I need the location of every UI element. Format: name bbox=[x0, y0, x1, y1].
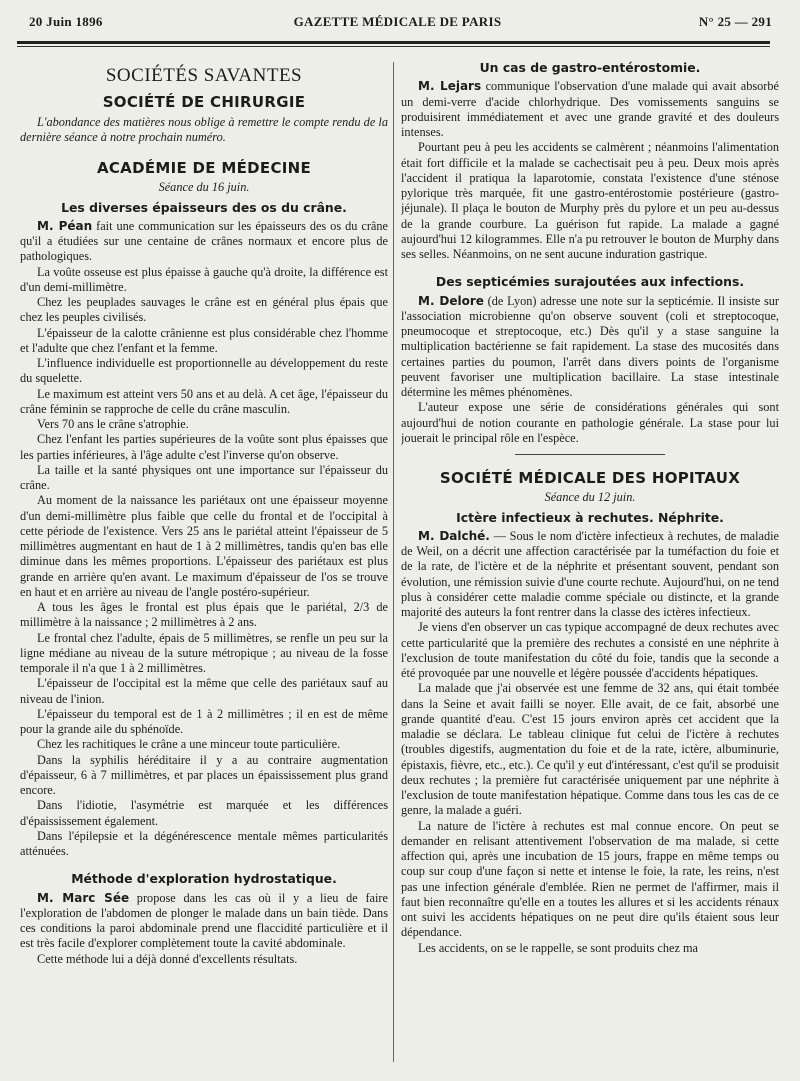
article-title-crane: Les diverses épaisseurs des os du crâne. bbox=[61, 199, 347, 215]
left-column bbox=[20, 56, 388, 1081]
issue-date: 20 Juin 1896 bbox=[29, 14, 103, 29]
academie-seance: Séance du 16 juin. bbox=[158, 180, 250, 195]
author-name: M. Delore bbox=[418, 293, 484, 308]
paragraph: A tous les âges le frontal est plus épais que le pariétal, 2/3 de millimètre à la naissance ; 2 millimètres à 2 ans. bbox=[20, 600, 388, 630]
author-name: M. Marc Sée bbox=[37, 890, 130, 905]
header-rule-thin bbox=[17, 46, 770, 47]
paragraph: Dans l'épilepsie et la dégénérescence mentale mêmes particularités atténuées. bbox=[20, 828, 388, 858]
paragraph: Dans la syphilis héréditaire il y a au contraire augmentation d'épaisseur, 6 à 7 millimètres, et par places un épaississement plus grand encore. bbox=[20, 752, 388, 797]
paragraph: Le maximum est atteint vers 50 ans et au delà. A cet âge, l'épaisseur du crâne féminin se rapproche de celle du crâne masculin. bbox=[20, 386, 388, 416]
article-title-septicemies: Des septicémies surajoutées aux infections. bbox=[435, 274, 745, 290]
right-column bbox=[401, 56, 779, 1081]
author-name: M. Lejars bbox=[418, 79, 482, 94]
column-divider bbox=[393, 62, 394, 1062]
paragraph: Le frontal chez l'adulte, épais de 5 millimètres, se renfle un peu sur la ligne médiane au niveau de la suture métropique ; au niveau de la fosse temporale il n'a que 1 à 2 millimètres. bbox=[20, 630, 388, 675]
paragraph: Pourtant peu à peu les accidents se calmèrent ; néanmoins l'alimentation était fort difficile et la malade se cachectisait peu à peu. Deux mois après l'accident il pratiqua la laparotomie, constata l'existence d'une sténose pylorique très marquée, fit une gastro-entérostomie postérieure (gastro-jéjunale). Il plaça le bouton de Murphy près du pylore et un peu au-dessus de la grande courbure. La guérison fut rapide. La malade a gagné aujourd'hui 12 kilogrammes. Elle n'a pu retrouver le bouton de Murphy dans ses selles. Néanmoins, on ne sent aucune induration gastrique. bbox=[401, 140, 779, 261]
paragraph: L'auteur expose une série de considérations générales qui sont aujourd'hui de notion courante en pathologie générale. La stase pour lui jouerait le principal rôle en l'espèce. bbox=[401, 400, 779, 445]
article-title-hydrostatique: Méthode d'exploration hydrostatique. bbox=[71, 871, 337, 887]
paragraph: M. Dalché. — Sous le nom d'ictère infectieux à rechutes, de maladie de Weil, on a décrit une affection caractérisée par la tuméfaction du foie et de la rate, de l'ictère et de la néphrite et présentant souvent, pendant son évolution, une rémission suivie d'une courte rechute. Aujourd'hui, on ne tend plus à considérer cette maladie comme spéciale ou distincte, et la grande majorité des auteurs la font rentrer dans la classe des ictères infectieux. bbox=[401, 528, 779, 619]
author-name: M. Dalché. bbox=[418, 528, 490, 543]
article-title-gastro: Un cas de gastro-entérostomie. bbox=[479, 60, 701, 75]
paragraph: La voûte osseuse est plus épaisse à gauche qu'à droite, la différence est d'un demi-millimètre. bbox=[20, 264, 388, 294]
chirurgie-note: L'abondance des matières nous oblige à remettre le compte rendu de la dernière séance à notre prochain numéro. bbox=[20, 114, 388, 144]
academie-title: ACADÉMIE DE MÉDECINE bbox=[96, 159, 312, 177]
paragraph: Je viens d'en observer un cas typique accompagné de deux rechutes avec cette particularité que la première des rechutes a consisté en une néphrite à l'exclusion de toute manifestation du côté du foie, tandis que la seconde a été provoquée par une nouvelle et légère poussée d'accidents hépatiques. bbox=[401, 620, 779, 680]
paragraph: M. Lejars communique l'observation d'une malade qui avait absorbé un demi-verre d'acide chlorhydrique. Des vomissements sanguins se produisirent immédiatement et avec une grande gravité et des douleurs intenses. bbox=[401, 79, 779, 139]
paragraph: Chez les peuplades sauvages le crâne est en général plus épais que chez les peuples civilisés. bbox=[20, 295, 388, 325]
paragraph: M. Péan fait une communication sur les épaisseurs des os du crâne qu'il a étudiées sur une centaine de crânes normaux et encore plus de pathologiques. bbox=[20, 218, 388, 264]
running-head bbox=[17, 10, 778, 30]
paragraph: Cette méthode lui a déjà donné d'excellents résultats. bbox=[37, 951, 298, 966]
society-chirurgie-title: SOCIÉTÉ DE CHIRURGIE bbox=[102, 93, 306, 112]
paragraph: M. Delore (de Lyon) adresse une note sur la septicémie. Il insiste sur l'association microbienne qu'on observe souvent (coli et streptocoque, pneumocoque et streptocoque, etc.) Dès qu'il y a stase sanguine la multiplication bactérienne se fait rapidement. La stase des mucosités dans certaines parties du poumon, l'arrêt dans divers points de l'organisme peuvent favoriser une multiplication bacillaire. La stase intestinale détermine les mêmes phénomènes. bbox=[401, 293, 779, 399]
journal-title: GAZETTE MÉDICALE DE PARIS bbox=[293, 14, 502, 29]
paragraph: L'épaisseur de la calotte crânienne est plus considérable chez l'homme et l'adulte que chez l'enfant et la femme. bbox=[20, 325, 388, 355]
page-number: N° 25 — 291 bbox=[698, 14, 772, 29]
hopitaux-seance: Séance du 12 juin. bbox=[544, 490, 636, 505]
paragraph: L'épaisseur du temporal est de 1 à 2 millimètres ; il en est de même pour la grande aile du sphénoïde. bbox=[20, 706, 388, 736]
paragraph: L'influence individuelle est proportionnelle au développement du reste du squelette. bbox=[20, 356, 388, 386]
header-rule bbox=[17, 41, 770, 44]
paragraph: La nature de l'ictère à rechutes est mal connue encore. On peut se demander en relisant attentivement l'observation de ma malade, si cette affection qui, après une incubation de 15 jours, frappe en même temps ou coup sur coup d'une façon si nette et intense le foie, la rate, les reins, n'est pas une infection générale d'emblée. Rien ne permet de l'affirmer, mais il faut bien reconnaître qu'elle en a toutes les allures et si les accidents rénaux ont suivi les accidents hépatiques on ne peut dire qu'ils étaient sous leur dépendance. bbox=[401, 818, 779, 940]
paragraph: Au moment de la naissance les pariétaux ont une épaisseur moyenne d'un demi-millimètre plus faible que celle du frontal et de l'occipital à cette période de l'existence. Vers 25 ans le pariétal atteint l'épaisseur de 5 millimètres augmentant en haut de 1 à 2 millimètres, tandis qu'en bas elle diminue dans les mêmes proportions. L'épaisseur des pariétaux est plus grande en arrière qu'en avant. Le maximum d'épaisseur de l'os se trouve en haut et en arrière au niveau de l'angle postéro-supérieur. bbox=[20, 493, 388, 599]
paragraph: La malade que j'ai observée est une femme de 32 ans, qui était tombée dans la Seine et avait failli se noyer. Elle avait, de ce fait, absorbé une grande quantité d'eau. C'est 15 jours environ après cet accident que la maladie se déclara. Le tableau clinique fut celui de l'ictère à rechutes (troubles digestifs, augmentation du foie et de la rate, ictère, albuminurie, épistaxis, fièvre, etc., etc.). Ce qu'il y eut d'intéressant, c'est qu'il se produisit deux rechutes ; la première fut caractérisée uniquement par une néphrite à l'exclusion de toute manifestation hépatique. Comme dans tous les cas de ce genre, la malade a guéri. bbox=[401, 681, 779, 818]
paragraph: Chez l'enfant les parties supérieures de la voûte sont plus épaisses que les parties inférieures, à l'âge adulte c'est l'inverse qu'on observe. bbox=[20, 432, 388, 462]
paragraph: L'épaisseur de l'occipital est la même que celle des pariétaux sauf au niveau de l'inion. bbox=[20, 676, 388, 706]
article-title-ictere: Ictère infectieux à rechutes. Néphrite. bbox=[456, 509, 724, 525]
author-name: M. Péan bbox=[37, 218, 93, 233]
section-divider-rule bbox=[515, 454, 665, 455]
section-title: SOCIÉTÉS SAVANTES bbox=[105, 65, 303, 86]
paragraph: Dans l'idiotie, l'asymétrie est marquée et les différences d'épaississement également. bbox=[20, 798, 388, 828]
paragraph: Chez les rachitiques le crâne a une minceur toute particulière. bbox=[37, 737, 341, 752]
paragraph: M. Marc Sée propose dans les cas où il y a lieu de faire l'exploration de l'abdomen de plonger le malade dans un bain tiède. Dans ces conditions la paroi abdominale prend une flaccidité particulière et il est très facile d'explorer complètement toute la cavité abdominale. bbox=[20, 890, 388, 951]
society-hopitaux-title: SOCIÉTÉ MÉDICALE DES HOPITAUX bbox=[439, 469, 741, 487]
paragraph: Les accidents, on se le rappelle, se sont produits chez ma bbox=[418, 940, 699, 955]
paragraph: Vers 70 ans le crâne s'atrophie. bbox=[37, 417, 189, 431]
paragraph: La taille et la santé physiques ont une importance sur l'épaisseur du crâne. bbox=[20, 462, 388, 492]
